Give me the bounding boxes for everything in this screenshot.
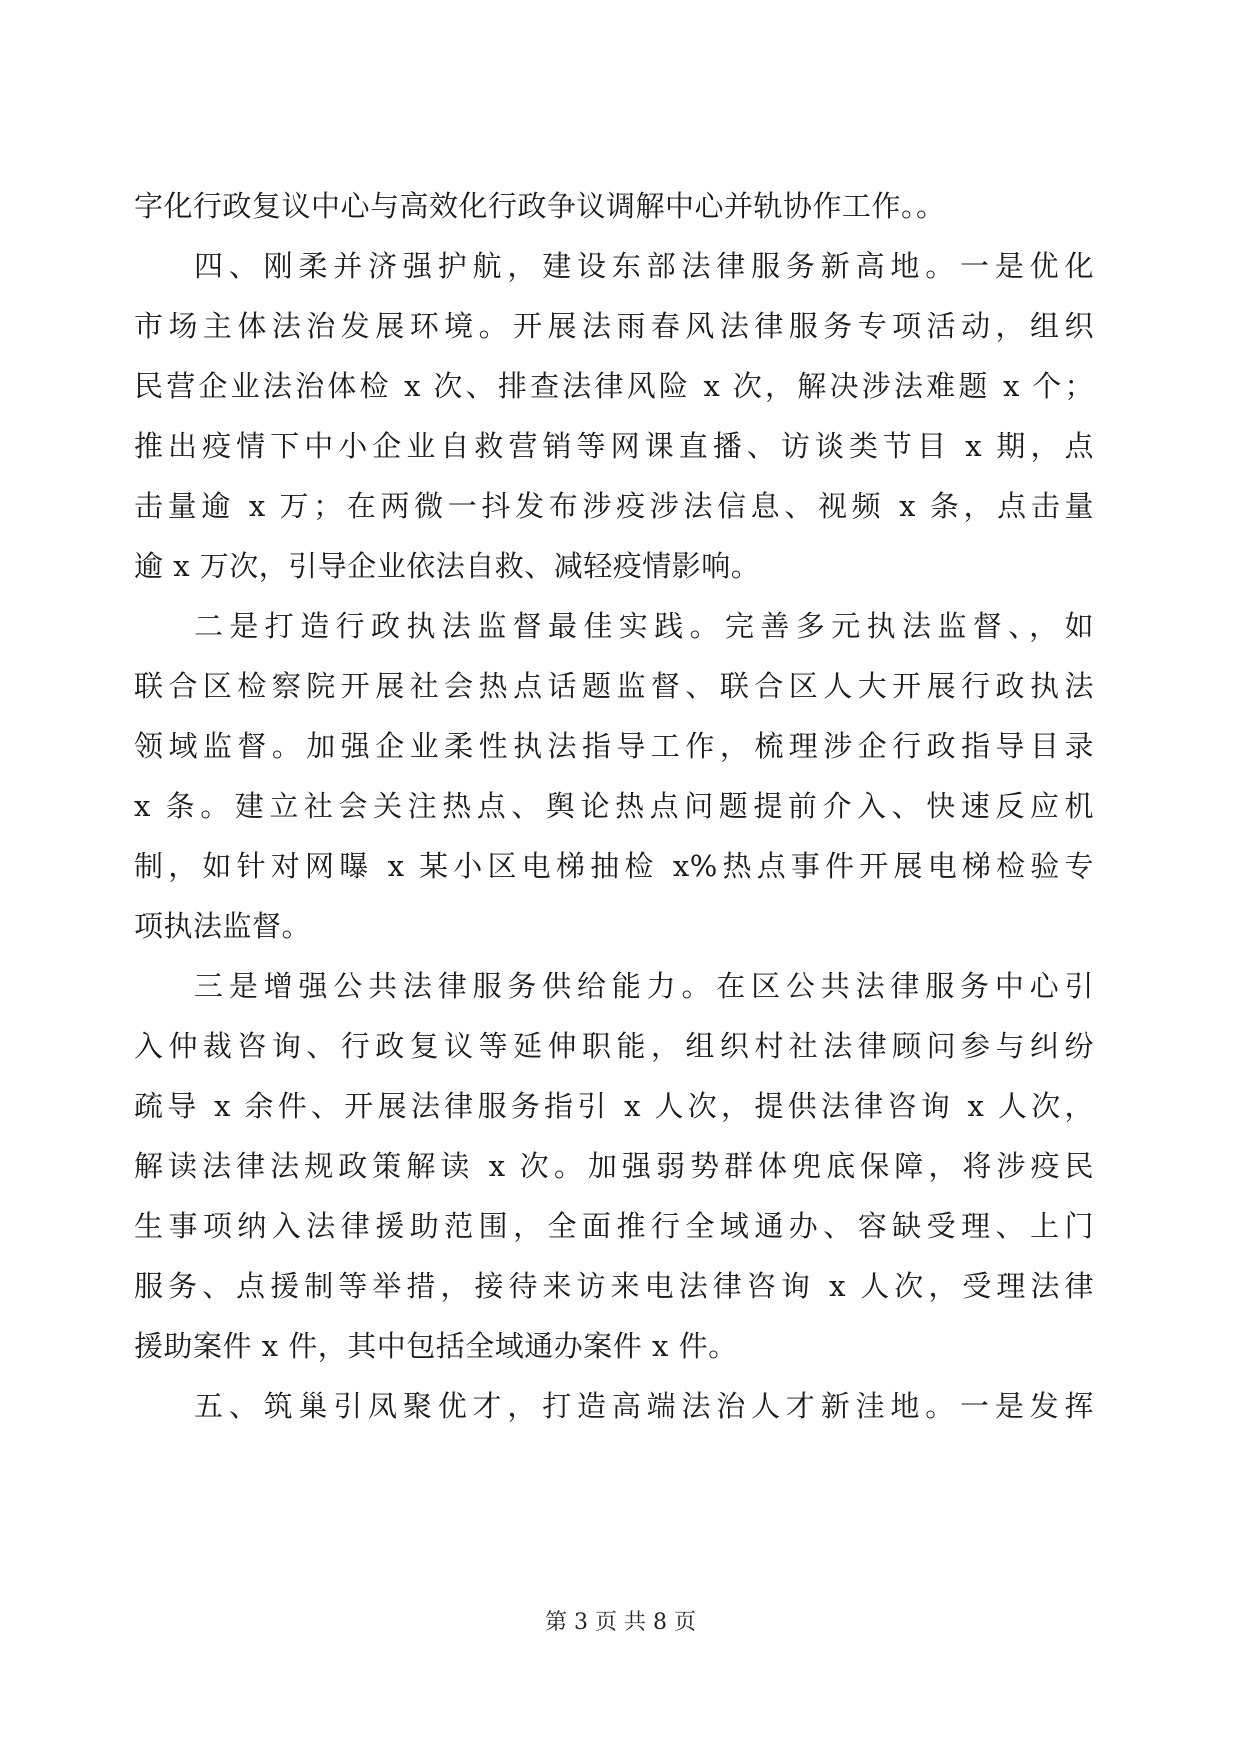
text-line: 推出疫情下中小企业自救营销等网课直播、访谈类节目 x 期，点: [134, 429, 1094, 463]
text-line: x 条。建立社会关注热点、舆论热点问题提前介入、快速反应机: [134, 789, 1094, 823]
text-line: 服务、点援制等举措，接待来访来电法律咨询 x 人次，受理法律: [134, 1269, 1094, 1303]
text-line: 援助案件 x 件，其中包括全域通办案件 x 件。: [134, 1329, 738, 1363]
page-number-footer: 第 3 页 共 8 页: [545, 1610, 696, 1635]
text-line: 解读法律法规政策解读 x 次。加强弱势群体兜底保障，将涉疫民: [134, 1149, 1094, 1183]
text-line: 联合区检察院开展社会热点话题监督、联合区人大开展行政执法: [134, 669, 1094, 703]
paragraph-first-line: 五、筑巢引凤聚优才，打造高端法治人才新洼地。一是发挥: [194, 1389, 1094, 1423]
paragraph-first-line: 三是增强公共法律服务供给能力。在区公共法律服务中心引: [194, 969, 1094, 1003]
text-line: 生事项纳入法律援助范围，全面推行全域通办、容缺受理、上门: [134, 1209, 1094, 1243]
text-line: 疏导 x 余件、开展法律服务指引 x 人次，提供法律咨询 x 人次，: [134, 1089, 1094, 1123]
text-line: 制，如针对网曝 x 某小区电梯抽检 x%热点事件开展电梯检验专: [134, 849, 1094, 883]
document-body: [134, 176, 1094, 1436]
text-line: 逾 x 万次，引导企业依法自救、减轻疫情影响。: [134, 549, 761, 583]
text-line: 领域监督。加强企业柔性执法指导工作，梳理涉企行政指导目录: [134, 729, 1094, 763]
text-line: 入仲裁咨询、行政复议等延伸职能，组织村社法律顾问参与纠纷: [134, 1029, 1094, 1063]
text-line: 市场主体法治发展环境。开展法雨春风法律服务专项活动，组织: [134, 309, 1094, 343]
text-line: 击量逾 x 万；在两微一抖发布涉疫涉法信息、视频 x 条，点击量: [134, 489, 1094, 523]
text-line: 民营企业法治体检 x 次、排查法律风险 x 次，解决涉法难题 x 个；: [134, 369, 1094, 403]
text-line: 字化行政复议中心与高效化行政争议调解中心并轨协作工作。。: [134, 189, 946, 223]
paragraph-first-line: 二是打造行政执法监督最佳实践。完善多元执法监督、，如: [194, 609, 1094, 643]
paragraph-first-line: 四、刚柔并济强护航，建设东部法律服务新高地。一是优化: [194, 249, 1094, 283]
text-line: 项执法监督。: [134, 909, 312, 943]
